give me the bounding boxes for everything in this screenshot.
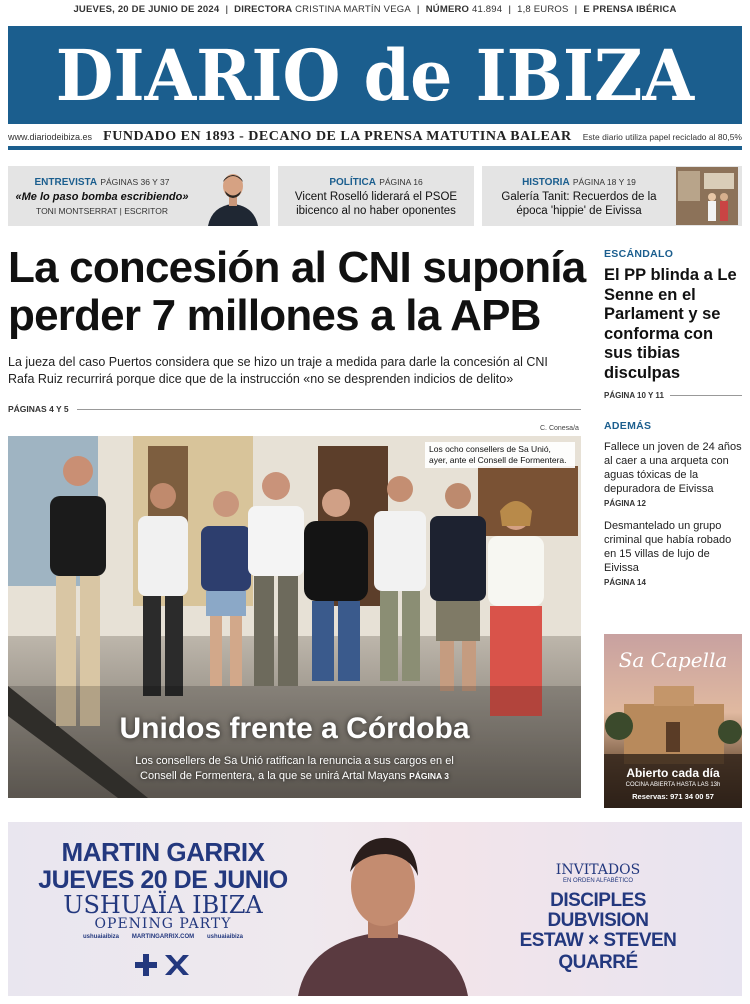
- website-link[interactable]: www.diariodeibiza.es: [8, 132, 93, 142]
- top-info-line: JUEVES, 20 DE JUNIO DE 2024 | DIRECTORA CRISTINA MARTÍN VEGA | NÚMERO 41.894 | 1,8 EUROS | E PRENSA IBÉRICA: [73, 4, 677, 15]
- pi-logo-icon: E: [583, 4, 590, 15]
- photo-sub-1: Los consellers de Sa Unió ratifican la renuncia a sus cargos en el: [135, 755, 454, 767]
- ad-tiny-2: MARTINGARRIX.COM: [131, 934, 195, 940]
- teaser-politics[interactable]: [278, 166, 474, 226]
- motto: FUNDADO EN 1893 - DECANO DE LA PRENSA MATUTINA BALEAR: [103, 129, 572, 144]
- brief-story-2-text: Desmantelado un grupo criminal que había robado en 15 villas de lujo de Eivissa: [604, 520, 732, 574]
- photo-sub-2: Consell de Formentera, a la que se unirá Artal Mayans: [140, 770, 407, 782]
- ad-invited: INVITADOS: [555, 862, 641, 878]
- teaser-pages: PÁGINAS 36 Y 37: [100, 176, 170, 187]
- ad-date: JUEVES 20 DE JUNIO: [38, 866, 288, 894]
- ad-reservations: Reservas: 971 34 00 57: [632, 792, 714, 801]
- history-photo: [676, 167, 738, 225]
- teaser-pages: PÁGINA 18 Y 19: [572, 176, 636, 187]
- teaser-text: Vicent Roselló liderará el PSOE ibicenco al no haber oponentes: [294, 190, 458, 217]
- teaser-pages: PÁGINA 16: [379, 176, 423, 187]
- masthead: [8, 26, 742, 124]
- right-column: [604, 248, 742, 590]
- scandal-headline[interactable]: El PP blinda a Le Senne en el Parlament y se conforma con sus tibias disculpas: [604, 266, 737, 382]
- main-photo[interactable]: [8, 436, 581, 798]
- number-label: NÚMERO: [425, 4, 470, 15]
- ad-guest-3: ESTAW × STEVEN QUARRÉ: [519, 930, 677, 973]
- ad-martin-garrix[interactable]: [8, 822, 742, 996]
- section-ademas: ADEMÁS: [604, 420, 652, 432]
- subtitle-bar: [8, 128, 742, 150]
- brief-story-1[interactable]: [604, 440, 742, 511]
- ad-tiny-3: ushuaiaibiza: [206, 934, 243, 940]
- teaser-text: «Me lo paso bomba escribiendo»: [15, 190, 189, 203]
- teaser-history[interactable]: [482, 166, 742, 226]
- ad-tiny-1: ushuaiaibiza: [83, 934, 120, 940]
- ad-invited-sub: EN ORDEN ALFABÉTICO: [562, 878, 634, 884]
- publisher-group: PRENSA IBÉRICA: [592, 4, 677, 15]
- ad-open-text: Abierto cada día: [626, 766, 720, 780]
- brief-story-2-page: PÁGINA 14: [604, 578, 646, 587]
- lead-headline[interactable]: La concesión al CNI suponía perder 7 millones a la APB: [8, 243, 586, 340]
- teaser-section: ENTREVISTA: [34, 176, 98, 188]
- lead-sub-1: La jueza del caso Puertos considera que se hizo un traje a medida para darle la concesión al CNI: [8, 355, 548, 369]
- teaser-section: POLÍTICA: [329, 176, 376, 188]
- ad-party: OPENING PARTY: [94, 916, 232, 932]
- director-label: DIRECTORA: [234, 4, 293, 15]
- lead-pages: [8, 404, 581, 414]
- newspaper-title: DIARIO de IBIZA: [55, 33, 695, 117]
- lead-sub-2: Rafa Ruiz recurrirá porque dice que de la instrucción «no se desprenden indicios de delito»: [8, 372, 514, 386]
- ad-kitchen-hours: COCINA ABIERTA HASTA LAS 13h: [625, 782, 721, 788]
- teaser-interview[interactable]: [8, 166, 270, 226]
- teaser-strip: [8, 166, 742, 228]
- sa-capella-logo: Sa Capella: [618, 648, 728, 672]
- ad-sa-capella[interactable]: [604, 634, 742, 808]
- brief-story-1-text: Fallece un joven de 24 años al caer a una arqueta con aguas tóxicas de la depuradora de Eivissa: [604, 441, 742, 495]
- price: 1,8 EUROS: [517, 4, 569, 15]
- lead-subheadline: [8, 354, 588, 388]
- photo-sub-page: PÁGINA 3: [409, 771, 449, 781]
- ad-venue: USHUAÏA IBIZA: [63, 891, 263, 919]
- teaser-byline: TONI MONTSERRAT | ESCRITOR: [36, 205, 168, 216]
- artist-portrait: [298, 822, 468, 996]
- issue-number: 41.894: [471, 4, 503, 15]
- cross-x-logo-icon: [133, 952, 193, 978]
- photo-credit: C. Conesa/a: [540, 425, 579, 432]
- brief-story-1-page: PÁGINA 12: [604, 499, 646, 508]
- section-scandal: ESCÁNDALO: [604, 248, 674, 260]
- teaser-text: Galería Tanit: Recuerdos de la época 'hippie' de Eivissa: [501, 190, 657, 217]
- ad-guest-1: DISCIPLES: [550, 890, 646, 911]
- scandal-pages-text: PÁGINA 10 Y 11: [604, 391, 664, 400]
- photo-caption: Los ocho consellers de Sa Unió, ayer, ante el Consell de Formentera.: [425, 442, 575, 468]
- lead-pages-text: PÁGINAS 4 Y 5: [8, 404, 69, 414]
- ad-small-links: [83, 934, 243, 940]
- brief-story-2[interactable]: [604, 519, 742, 590]
- photo-title: Unidos frente a Córdoba: [119, 712, 470, 745]
- issue-date: JUEVES, 20 DE JUNIO DE 2024: [73, 4, 220, 15]
- photo-subtitle: [8, 754, 581, 784]
- director-name: CRISTINA MARTÍN VEGA: [295, 4, 411, 15]
- scandal-pages: [604, 391, 742, 400]
- recycled-note: Este diario utiliza papel reciclado al 80,5%: [582, 132, 742, 142]
- teaser-section: HISTORIA: [522, 176, 570, 188]
- ad-guest-2: DUBVISION: [547, 910, 649, 931]
- ad-artist: MARTIN GARRIX: [61, 837, 265, 867]
- author-photo: [196, 166, 270, 226]
